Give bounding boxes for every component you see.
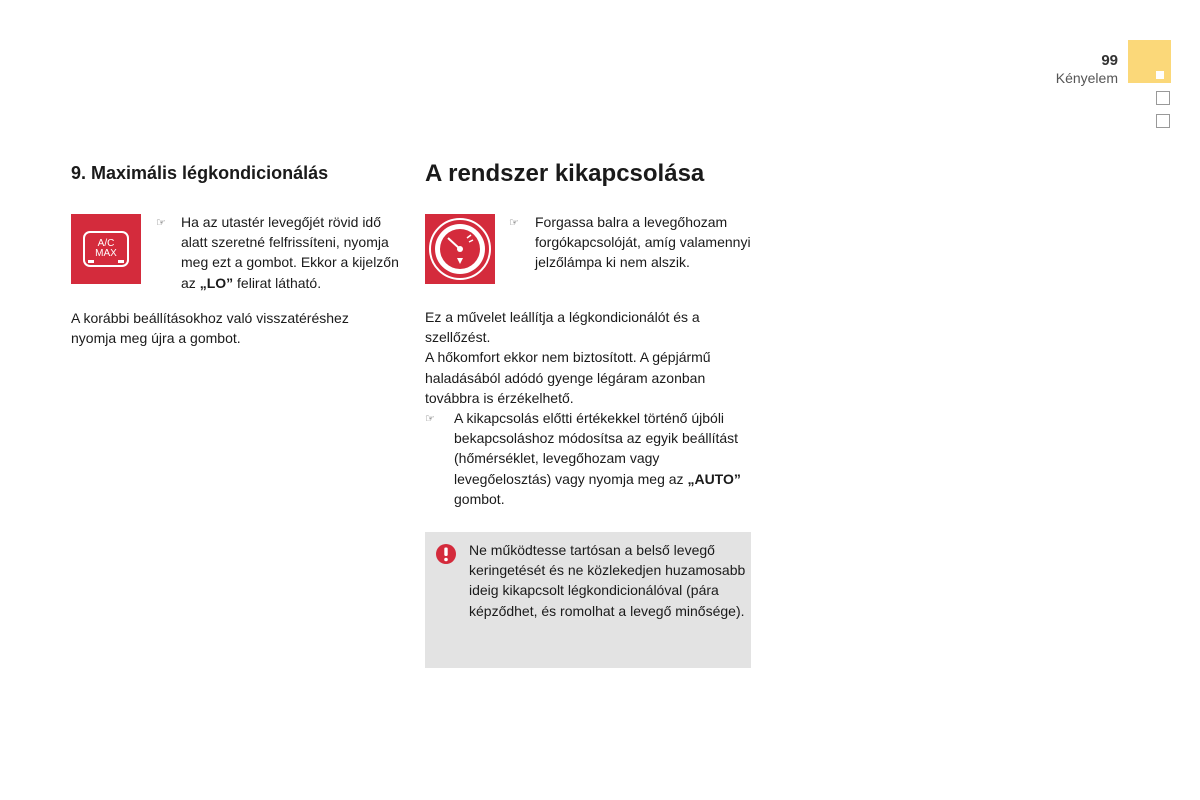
fan-dial-graphic xyxy=(425,214,495,284)
left-heading: 9. Maximális légkondicionálás xyxy=(71,163,329,183)
ac-max-button-icon xyxy=(71,214,141,284)
warning-box xyxy=(425,532,751,668)
fan-dial-icon xyxy=(425,214,495,284)
right-bullet-1-text: Forgassa balra a levegőhozam forgókapcsolóját, amíg valamennyi jelzőlámpa ki nem alszik. xyxy=(535,214,751,271)
right-heading: A rendszer kikapcsolása xyxy=(425,160,705,187)
pointing-hand-icon: ☞ xyxy=(425,413,435,425)
pointing-hand-icon: ☞ xyxy=(156,217,166,229)
section-tab-2 xyxy=(1156,114,1170,128)
left-bullet xyxy=(156,212,401,293)
pointing-hand-icon: ☞ xyxy=(509,217,519,229)
page-number: 99 xyxy=(1101,52,1118,69)
left-bullet-text: Ha az utastér levegőjét rövid idő alatt szeretné felfrissíteni, nyomja meg ezt a gombot. Ekkor a kijelzőn az „LO” felirat látható. xyxy=(181,214,399,291)
left-paragraph: A korábbi beállításokhoz való visszatéréshez nyomja meg újra a gombot. xyxy=(71,310,349,347)
max-label: MAX xyxy=(95,248,117,259)
section-name: Kényelem xyxy=(1055,70,1118,86)
warning-text: Ne működtesse tartósan a belső levegő keringetését és ne közlekedjen huzamosabb ideig kikapcsolt légkondicionálóval (pára képződhet, és romolhat a levegő minősége). xyxy=(469,542,746,619)
section-tab-1 xyxy=(1156,91,1170,105)
right-bullet-2 xyxy=(425,408,755,509)
ac-max-graphic xyxy=(71,214,141,284)
tab-marker xyxy=(1156,71,1164,79)
right-paragraph: Ez a művelet leállítja a légkondicionálót és a szellőzést. A hőkomfort ekkor nem biztosított. A gépjármű haladásából adódó gyenge légáram azonban továbbra is érzékelhető. xyxy=(425,309,711,406)
section-tab-active xyxy=(1128,40,1171,83)
ac-label: A/C xyxy=(97,238,115,249)
right-bullet-1 xyxy=(509,212,754,273)
exclamation-icon xyxy=(436,544,456,564)
right-bullet-2-text: A kikapcsolás előtti értékekkel történő újbóli bekapcsoláshoz módosítsa az egyik beállítást (hőmérséklet, levegőhozam vagy levegőelosztás) vagy nyomja meg az „AUTO” gombot. xyxy=(454,410,741,507)
exclamation-graphic xyxy=(436,544,456,564)
